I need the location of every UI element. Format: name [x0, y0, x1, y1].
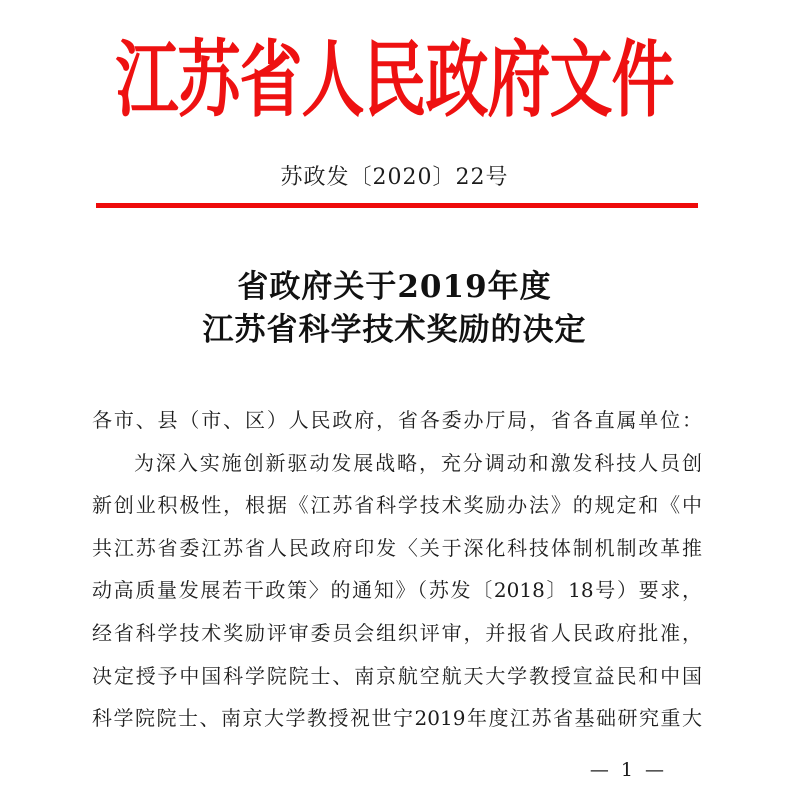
body-line: 新创业积极性，根据《江苏省科学技术奖励办法》的规定和《中	[92, 493, 702, 518]
salutation-line: 各市、县（市、区）人民政府，省各委办厅局，省各直属单位：	[92, 408, 702, 432]
document-title	[0, 266, 789, 352]
body-line: 共江苏省委江苏省人民政府印发〈关于深化科技体制机制改革推	[92, 535, 702, 560]
body-line: 动高质量发展若干政策〉的通知》（苏发〔2018〕18号）要求，	[92, 578, 702, 603]
page-number: — 1 —	[589, 759, 667, 781]
document-body	[92, 399, 702, 740]
red-header-title: 江苏省人民政府文件	[115, 30, 674, 128]
body-line: 决定授予中国科学院院士、南京航空航天大学教授宣益民和中国	[92, 663, 702, 688]
body-line: 科学院院士、南京大学教授祝世宁2019年度江苏省基础研究重大	[92, 706, 702, 731]
body-line: 为深入实施创新驱动发展战略，充分调动和激发科技人员创	[134, 450, 702, 475]
body-line: 经省科学技术奖励评审委员会组织评审，并报省人民政府批准，	[92, 620, 702, 645]
document-title-line2: 江苏省科学技术奖励的决定	[202, 312, 587, 348]
document-title-line1: 省政府关于2019年度	[237, 269, 552, 305]
doc-number: 苏政发〔2020〕22号	[280, 165, 509, 190]
document-header	[0, 18, 789, 128]
red-divider-line	[96, 203, 698, 208]
